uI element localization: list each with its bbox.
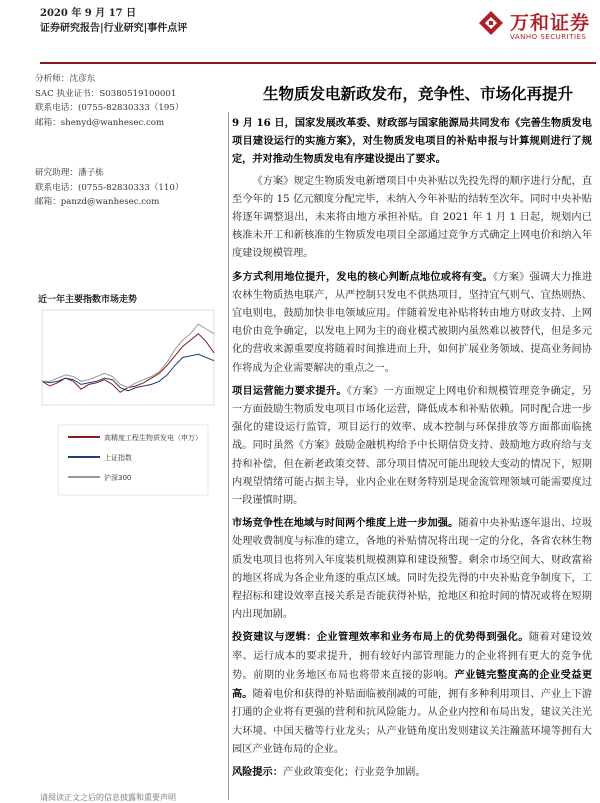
- paragraph-investment-subtext: 随着电价和获得的补贴面临被削减的可能，拥有多种利用项目、产业上下游打通的企业将有更强的营利和抗风险能力。从企业内控和布局出发，建议关注光大环境、中国天楹等行业龙头；从产业链角度出发则建议关注瀚蓝环境等拥有大园区产业链布局的企业。: [232, 689, 592, 755]
- analyst-phone: 联系电话：(0755-82830333（195）: [35, 103, 184, 113]
- market-trend-chart: [38, 305, 218, 515]
- paragraph-multi-use: [232, 268, 592, 378]
- assistant-phone: 联系电话：(0755-82830333（110）: [35, 182, 184, 193]
- company-logo: [478, 6, 596, 46]
- chart-title: 近一年主要指数市场走势: [38, 295, 138, 305]
- assistant-name: 研究助理：潘子栋: [35, 168, 104, 178]
- analyst-sac: SAC 执业证书：S0380519100001: [35, 88, 177, 99]
- assistant-email[interactable]: 邮箱：panzd@wanhesec.com: [35, 197, 160, 207]
- paragraph-multi-use-text: 《方案》强调大力推进农林生物质热电联产，从严控制只发电不供热项目，坚持宜气则气、宜热则热、宜电则电，鼓励加快非电领域应用。伴随着发电补贴将转由地方财政支持、上网电价由竞争确定，以发电上网为主的商业模式被期内虽然难以被替代，但是多元化的营收来源重要度将随着时间推进而上升，如何扩展业务领域、提高业务间协作将成为企业需要解决的重点之一。: [232, 271, 593, 374]
- report-category: 证券研究报告|行业研究|事件点评: [40, 23, 188, 34]
- logo-english-name: VANHO SECURITIES: [510, 33, 587, 41]
- paragraph-investment: [232, 628, 592, 758]
- paragraph-operation: [232, 382, 592, 510]
- report-date: 2020 年 9 月 17 日: [40, 8, 137, 19]
- paragraph-risk-text: 产业政策变化；行业竞争加剧。: [282, 766, 426, 778]
- paragraph-risk: [232, 763, 592, 782]
- paragraph-risk-heading: 风险提示：: [232, 765, 283, 778]
- logo-name: 万和证券: [510, 12, 591, 34]
- legend-label-1: 上证指数: [104, 454, 132, 462]
- column-divider: [228, 112, 229, 800]
- paragraph-policy: 《方案》规定生物质发电新增项目中央补贴以先投先得的顺序进行分配，直至今年的 15 亿元额度分配完毕，未纳入今年补贴的结转至次年。同时中央补贴将逐年调整退出，未来将由地方承担补贴。自 2021 年 1 月 1 日起，规划内已核准未开工和新核准的生物质发电项目全部通过竞争方式确定上网电价和纳入年度建设规模管理。: [232, 175, 592, 260]
- legend-label-0: 高精度工程生物质发电（申万）: [104, 434, 202, 442]
- paragraph-competition-text: 随着中央补贴逐年退出、垃圾处理收费制度与标准的建立，各地的补贴情况将出现一定的分化，各省农林生物质发电项目也将列入年度装机规模测算和建设预警。剩余市场空间大、财政富裕的地区将成为各企业角逐的重点区域。同时先投先得的中央补贴竞争制度下，工程招标和建设效率直接关系是否能获得补贴，抢地区和抢时间的情况或将在短期内出现加剧。: [232, 518, 593, 621]
- analyst-info: [35, 72, 220, 210]
- paragraph-multi-use-heading: 多方式利用地位提升，发电的核心判断点地位或将有变。: [232, 270, 493, 283]
- page-footer: 请阅读正文之后的信息披露和重要声明: [40, 793, 176, 802]
- paragraph-competition-heading: 市场竞争性在地域与时间两个维度上进一步加强。: [232, 517, 459, 530]
- chart-series-line-1: [42, 354, 214, 391]
- logo-mark-icon: [478, 10, 504, 36]
- paragraph-intro: 9 月 16 日，国家发展改革委、财政部与国家能源局共同发布《完善生物质发电项目建设运行的实施方案》，对生物质发电项目的补贴申报与计算规则进行了规定，并对推动生物质发电有序建设提出了要求。: [232, 117, 592, 166]
- paragraph-operation-text: 《方案》一方面规定上网电价和规模管理竞争确定，另一方面鼓励生物质发电项目市场化运营，降低成本和补贴依赖。同时配合进一步强化的建设运行监管，项目运行的效率、成本控制与环保排放等方面都面临挑战。同时虽然《方案》鼓励金融机构给予中长期信贷支持、鼓励地方政府给与支持和补偿，但在新老政策交替、部分项目情况可能出现较大变动的情况下，短期内观望情绪可能占据主导，业内企业在财务特别是现金流管理领域可能需要度过一段谨慎时期。: [232, 385, 592, 507]
- report-header: [40, 6, 187, 36]
- legend-label-2: 沪深300: [104, 474, 132, 482]
- paragraph-investment-subheading: 产业链完整度高的企业受益更高。: [232, 668, 593, 701]
- report-body: [232, 114, 592, 786]
- analyst-email[interactable]: 邮箱：shenyd@wanhesec.com: [35, 117, 165, 128]
- chart-series-line-0: [42, 334, 214, 393]
- analyst-name: 分析师：沈彦东: [35, 74, 96, 84]
- paragraph-investment-text: 随着对建设效率、运行成本的要求提升，拥有较好内部管理能力的企业将拥有更大的竞争优势。前期的业务地区布局也将带来直接的影响。: [232, 632, 593, 681]
- paragraph-competition: [232, 514, 592, 624]
- paragraph-investment-heading: 投资建议与逻辑：企业管理效率和业务布局上的优势得到强化。: [232, 631, 529, 644]
- report-title: 生物质发电新政发布，竞争性、市场化再提升: [262, 84, 573, 103]
- header-rule: [40, 62, 596, 64]
- paragraph-operation-heading: 项目运营能力要求提升。: [232, 384, 347, 397]
